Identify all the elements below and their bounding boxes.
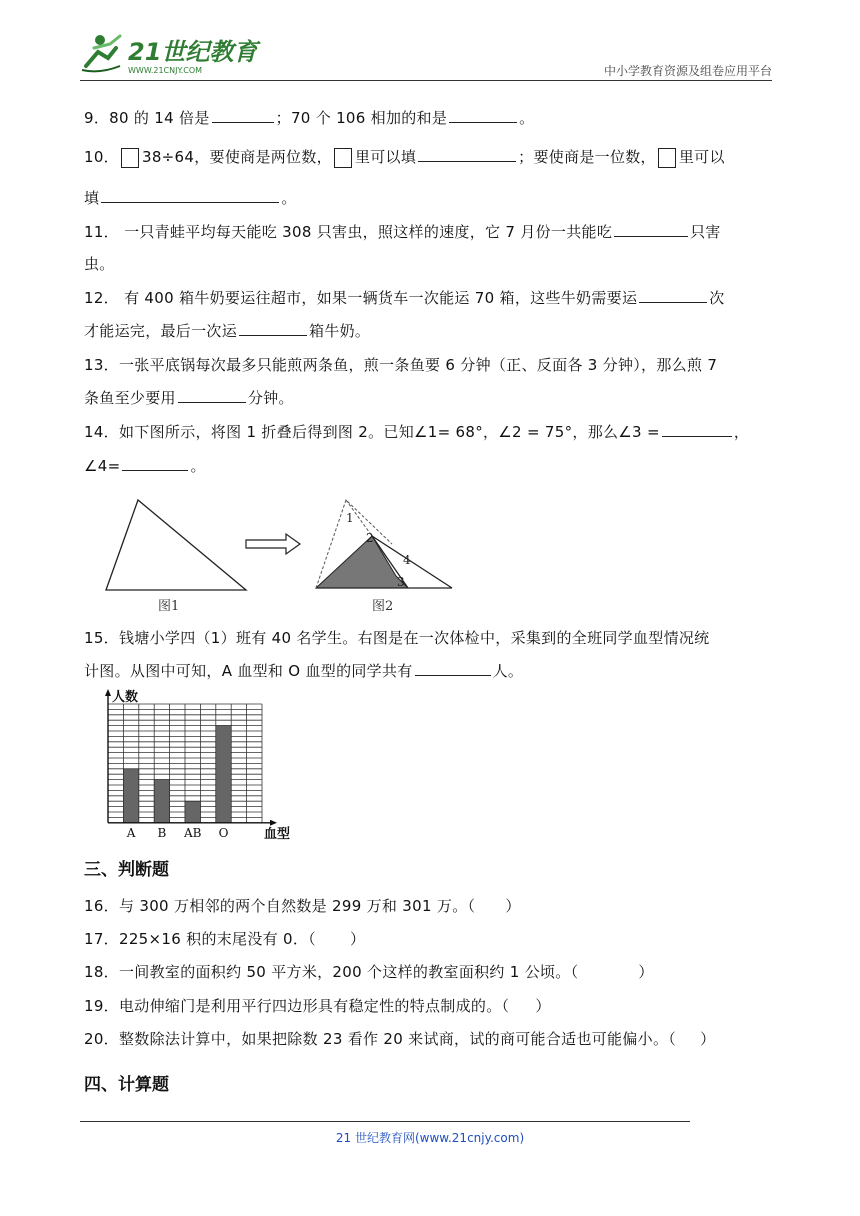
question-10: 10． 38÷64，要使商是两位数， 里可以填 ；要使商是一位数， 里可以 — [84, 148, 725, 166]
site-logo — [80, 30, 258, 76]
header-platform-text: 中小学教育资源及组卷应用平台 — [603, 64, 772, 78]
bar-b — [154, 780, 169, 823]
bar-ab — [185, 801, 200, 823]
header-divider — [80, 80, 772, 81]
question-15-line2: 计图。从图中可知，A 血型和 O 血型的同学共有 人。 — [84, 662, 524, 680]
question-13: 13．一张平底锅每次最多只能煎两条鱼，煎一条鱼要 6 分钟（正、反面各 3 分钟），那么煎 7 — [84, 356, 718, 374]
question-18: 18．一间教室的面积约 50 平方米，200 个这样的教室面积约 1 公顷。（ ） — [84, 963, 654, 981]
category-label-ab: AB — [183, 825, 202, 840]
section-heading-judgment: 三、判断题 — [84, 860, 169, 880]
bar-a — [123, 769, 138, 823]
answer-blank[interactable] — [122, 456, 188, 471]
runner-icon — [82, 35, 120, 71]
digit-box[interactable] — [121, 148, 139, 168]
angle-label-3: 3 — [397, 575, 405, 589]
bar-o — [216, 726, 231, 823]
x-axis-arrow — [270, 820, 277, 826]
figure-2-label: 图2 — [372, 599, 394, 614]
question-13-line2: 条鱼至少要用 分钟。 — [84, 389, 294, 407]
question-11-line2: 虫。 — [84, 255, 115, 273]
y-axis-arrow — [105, 689, 111, 696]
figure-1-label: 图1 — [158, 599, 180, 614]
section-heading-calculation: 四、计算题 — [84, 1075, 169, 1095]
question-17: 17．225×16 积的末尾没有 0．（ ） — [84, 930, 366, 948]
figure-2 — [316, 500, 452, 614]
answer-blank[interactable] — [639, 288, 707, 303]
angle-label-2: 2 — [366, 531, 374, 545]
digit-box[interactable] — [334, 148, 352, 168]
digit-box[interactable] — [658, 148, 676, 168]
answer-blank[interactable] — [449, 108, 517, 123]
fold-figures — [96, 492, 466, 620]
answer-blank[interactable] — [415, 661, 491, 676]
footer-divider — [80, 1121, 690, 1122]
answer-blank[interactable] — [614, 222, 688, 237]
logo-text: 21世纪教育 — [128, 38, 258, 66]
blood-type-bar-chart — [96, 688, 291, 842]
category-label-a: A — [126, 825, 136, 840]
answer-blank[interactable] — [239, 321, 307, 336]
answer-blank[interactable] — [212, 108, 274, 123]
question-11: 11． 一只青蛙平均每天能吃 308 只害虫，照这样的速度，它 7 月份一共能吃 只害 — [84, 223, 721, 241]
question-20: 20．整数除法计算中，如果把除数 23 看作 20 来试商，试的商可能合适也可能偏小。（ ） — [84, 1030, 716, 1048]
question-10-line2: 填 。 — [84, 189, 297, 207]
x-axis-title: 血型 — [264, 826, 291, 842]
answer-blank[interactable] — [662, 422, 732, 437]
category-label-o: O — [218, 825, 229, 840]
folded-region — [316, 536, 408, 588]
answer-blank[interactable] — [101, 188, 279, 203]
arrow-icon — [246, 534, 300, 554]
page-header — [80, 30, 772, 80]
category-label-b: B — [157, 825, 167, 840]
answer-blank[interactable] — [418, 147, 516, 162]
question-9: 9．80 的 14 倍是 ；70 个 106 相加的和是 。 — [84, 109, 535, 127]
triangle-shape — [106, 500, 246, 590]
y-axis-title: 人数 — [112, 690, 139, 705]
figure-1 — [106, 500, 246, 614]
angle-label-1: 1 — [346, 511, 354, 525]
question-14: 14．如下图所示，将图 1 折叠后得到图 2。已知∠1= 68°，∠2 = 75°，那么∠3 = ， — [84, 423, 750, 441]
logo-url: WWW.21CNJY.COM — [128, 66, 203, 75]
question-14-line2: ∠4= 。 — [84, 457, 206, 475]
angle-label-4: 4 — [403, 553, 411, 567]
question-16: 16．与 300 万相邻的两个自然数是 299 万和 301 万。（ ） — [84, 897, 521, 915]
question-12-line2: 才能运完，最后一次运 箱牛奶。 — [84, 322, 371, 340]
question-12: 12． 有 400 箱牛奶要运往超市，如果一辆货车一次能运 70 箱，这些牛奶需要运 次 — [84, 289, 725, 307]
question-15: 15．钱塘小学四（1）班有 40 名学生。右图是在一次体检中，采集到的全班同学血型情况统 — [84, 629, 710, 647]
answer-blank[interactable] — [178, 388, 246, 403]
footer-link[interactable]: 21 世纪教育网(www.21cnjy.com) — [335, 1131, 525, 1145]
question-19: 19．电动伸缩门是利用平行四边形具有稳定性的特点制成的。（ ） — [84, 997, 551, 1015]
